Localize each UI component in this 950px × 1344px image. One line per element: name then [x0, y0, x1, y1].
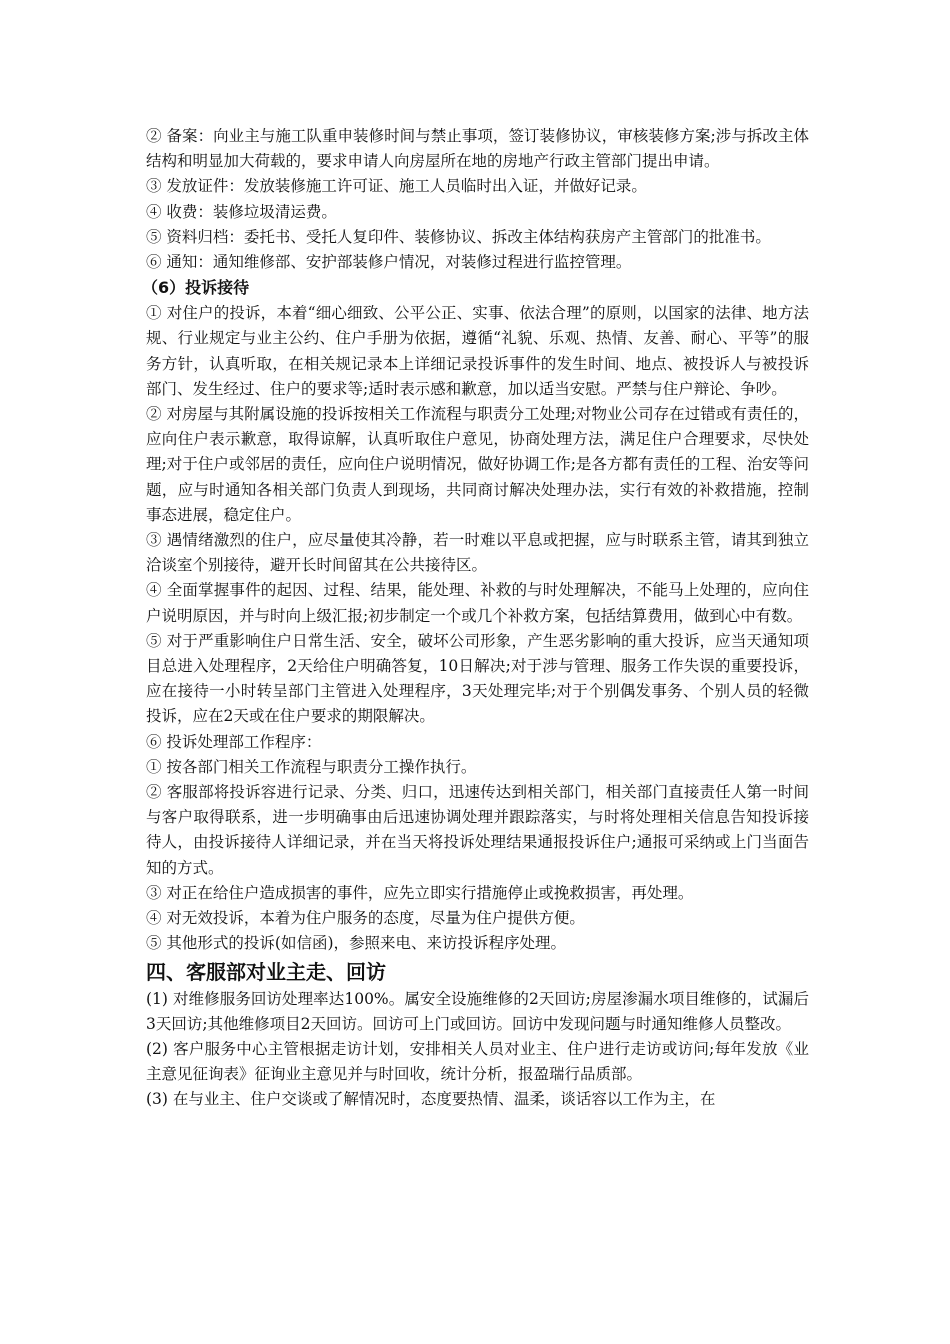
paragraph-visit-3: (3) 在与业主、住户交谈或了解情况时，态度要热情、温柔，谈话容以工作为主，在 — [146, 1090, 716, 1109]
paragraph-procedure-4: ④ 对无效投诉，本着为住户服务的态度，尽量为住户提供方便。 — [146, 909, 585, 928]
paragraph-procedure-title: ⑥ 投诉处理部工作程序： — [146, 732, 322, 751]
paragraph-complaint-severity: ⑤ 对于严重影响住户日常生活、安全，破坏公司形象，产生恶劣影响的重大投诉，应当天通知项目总进入处理程序，2天给住户明确答复，10日解决;对于涉与管理、服务工作失误的重要投诉，应在接待一小时转呈部门主管进入处理程序，3天处理完毕;对于个别偶发事务、个别人员的轻微投诉，应在2天或在住户要求的期限解决。 — [146, 631, 809, 726]
paragraph-procedure-3: ③ 对正在给住户造成损害的事件，应先立即实行措施停止或挽救损害，再处理。 — [146, 883, 694, 902]
paragraph-issue-permits: ③ 发放证件：发放装修施工许可证、施工人员临时出入证，并做好记录。 — [146, 177, 647, 196]
document-body — [142, 124, 809, 1113]
paragraph-procedure-1: ① 按各部门相关工作流程与职责分工操作执行。 — [146, 757, 477, 776]
paragraph-complaint-housing: ② 对房屋与其附属设施的投诉按相关工作流程与职责分工处理;对物业公司存在过错或有责任的，应向住户表示歉意，取得谅解，认真听取住户意见，协商处理方法，满足住户合理要求，尽快处理;对于住户或邻居的责任，应向住户说明情况，做好协调工作;是各方都有责任的工程、治安等问题，应与时通知各相关部门负责人到现场，共同商讨解决处理办法，实行有效的补救措施，控制事态进展，稳定住户。 — [146, 405, 809, 524]
paragraph-complaint-principle: ① 对住户的投诉，本着“细心细致、公平公正、实事、依法合理”的原则，以国家的法律、地方法规、行业规定与业主公约、住户手册为依据，遵循“礼貌、乐观、热情、友善、耐心、平等”的服务方针，认真听取，在相关规记录本上详细记录投诉事件的发生时间、地点、被投诉人与被投诉部门、发生经过、住户的要求等;适时表示感和歉意，加以适当安慰。严禁与住户辩论、争吵。 — [146, 304, 809, 398]
paragraph-procedure-2: ② 客服部将投诉容进行记录、分类、归口，迅速传达到相关部门，相关部门直接责任人第一时间与客户取得联系，进一步明确事由后迅速协调处理并跟踪落实，与时将处理相关信息告知投诉接待人，由投诉接待人详细记录，并在当天将投诉处理结果通报投诉住户;通报可采纳或上门当面告知的方式。 — [146, 783, 809, 877]
paragraph-visit-2: (2) 客户服务中心主管根据走访计划，安排相关人员对业主、住户进行走访或访问;每年发放《业主意见征询表》征询业主意见并与时回收，统计分析，报盈瑞行品质部。 — [146, 1039, 809, 1084]
section-heading-visits: 四、客服部对业主走、回访 — [146, 959, 386, 984]
paragraph-fees: ④ 收费：装修垃圾清运费。 — [146, 202, 337, 221]
paragraph-procedure-5: ⑤ 其他形式的投诉(如信函)，参照来电、来访投诉程序处理。 — [146, 934, 567, 953]
paragraph-visit-1: (1) 对维修服务回访处理率达100%。属安全设施维修的2天回访;房屋渗漏水项目维修的，试漏后3天回访;其他维修项目2天回访。回访可上门或回访。回访中发现问题与时通知维修人员整改。 — [146, 989, 809, 1033]
paragraph-complaint-grasp: ④ 全面掌握事件的起因、过程、结果，能处理、补救的与时处理解决，不能马上处理的，应向住户说明原因，并与时向上级汇报;初步制定一个或几个补救方案，包括结算费用，做到心中有数。 — [146, 581, 809, 625]
paragraph-complaint-emotional: ③ 遇情绪激烈的住户，应尽量使其冷静，若一时难以平息或把握，应与时联系主管，请其到独立洽谈室个别接待，避开长时间留其在公共接待区。 — [146, 531, 809, 575]
paragraph-notify: ⑥ 通知：通知维修部、安护部装修户情况，对装修过程进行监控管理。 — [146, 253, 632, 272]
paragraph-archive: ⑤ 资料归档：委托书、受托人复印件、装修协议、拆改主体结构获房产主管部门的批准书。 — [146, 227, 771, 246]
paragraph-record-filing: ② 备案：向业主与施工队重申装修时间与禁止事项，签订装修协议，审核装修方案;涉与拆改主体结构和明显加大荷载的，要求申请人向房屋所在地的房地产行政主管部门提出申请。 — [146, 127, 809, 171]
section-heading-complaints: （6）投诉接待 — [142, 278, 250, 298]
